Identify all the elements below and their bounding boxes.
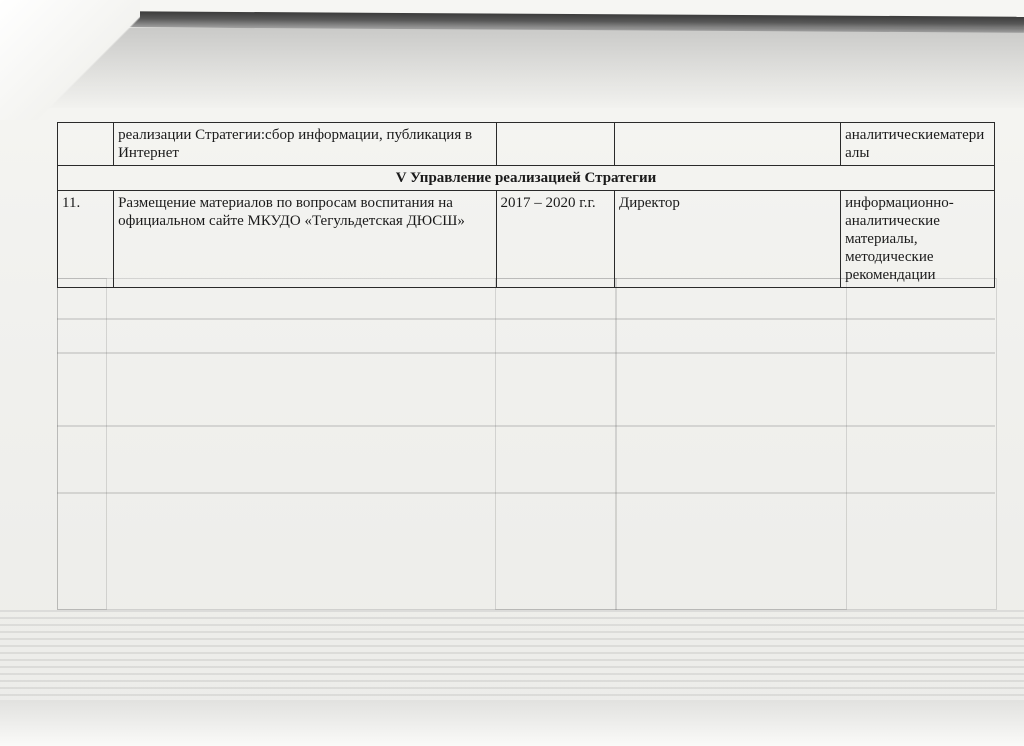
cell-responsible [615, 123, 841, 166]
scan-shadow [0, 28, 1024, 108]
scan-bottom-edge [0, 700, 1024, 746]
section-title: V Управление реализацией Стратегии [58, 166, 995, 191]
page-fold [0, 0, 140, 120]
section-row [58, 166, 995, 191]
bleed-through-rule [57, 492, 995, 494]
cell-activity: реализации Стратегии:сбор информации, публикация в Интернет [114, 123, 496, 166]
bleed-through-rule [57, 425, 995, 427]
cell-result: информационно-аналитические материалы, методические рекомендации [841, 191, 995, 288]
table-row [58, 191, 995, 288]
cell-period: 2017 – 2020 г.г. [496, 191, 615, 288]
bleed-through-column [495, 278, 617, 610]
bleed-through-rule [57, 318, 995, 320]
cell-number: 11. [58, 191, 114, 288]
bleed-through-rule [57, 352, 995, 354]
cell-result: аналитическиематериалы [841, 123, 995, 166]
bleed-through-column [615, 278, 847, 610]
table-row [58, 123, 995, 166]
scan-streaks [0, 610, 1024, 700]
bleed-through-column [57, 278, 107, 610]
cell-number [58, 123, 114, 166]
cell-period [496, 123, 615, 166]
strategy-table [57, 122, 995, 288]
cell-activity: Размещение материалов по вопросам воспитания на официальном сайте МКУДО «Тегульдетская ДЮСШ» [114, 191, 496, 288]
cell-responsible: Директор [615, 191, 841, 288]
